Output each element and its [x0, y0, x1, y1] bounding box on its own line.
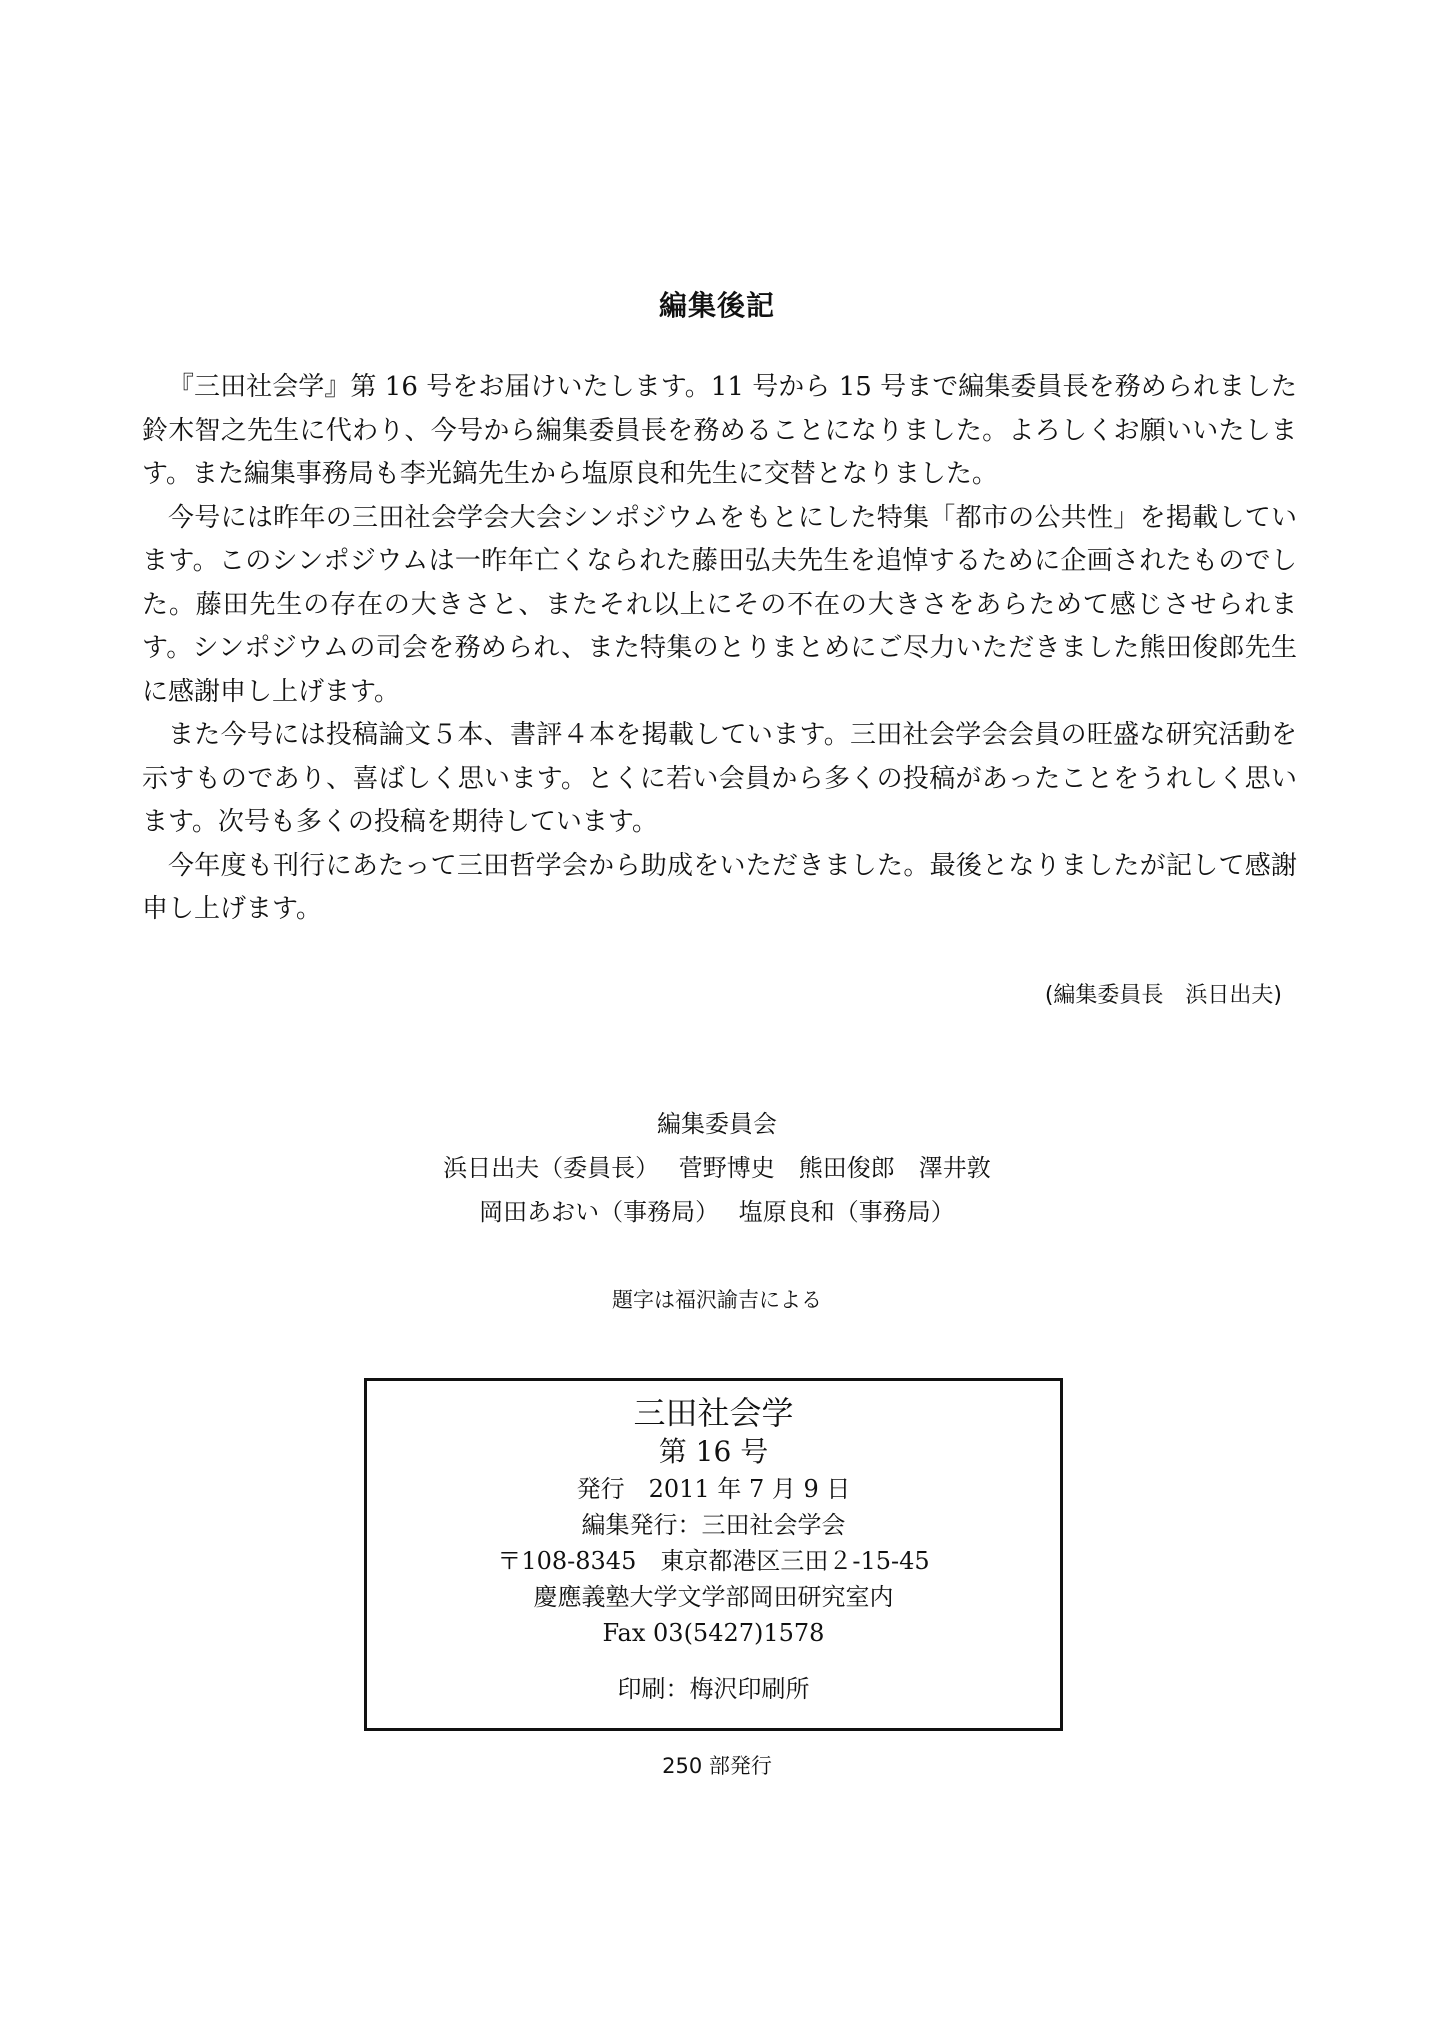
- paragraph: 今号には昨年の三田社会学会大会シンポジウムをもとにした特集「都市の公共性」を掲載しています。このシンポジウムは一昨年亡くなられた藤田弘夫先生を追悼するために企画されたものでした。藤田先生の存在の大きさと、またそれ以上にその不在の大きさをあらためて感じさせられます。シンポジウムの司会を務められ、また特集のとりまとめにご尽力いただきました熊田俊郎先生に感謝申し上げます。: [142, 502, 1297, 707]
- committee-members-line: 岡田あおい（事務局） 塩原良和（事務局）: [479, 1198, 955, 1226]
- publication-date: 発行 2011 年 7 月 9 日: [576, 1475, 851, 1503]
- editorial-committee: [0, 1102, 1434, 1234]
- colophon-box: [364, 1378, 1063, 1731]
- paragraph: また今号には投稿論文５本、書評４本を掲載しています。三田社会学会会員の旺盛な研究活動を示すものであり、喜ばしく思います。とくに若い会員から多くの投稿があったことをうれしく思います。次号も多くの投稿を期待しています。: [142, 720, 1297, 837]
- printer: 印刷：梅沢印刷所: [617, 1675, 810, 1703]
- editor-signature: (編集委員長 浜日出夫): [1044, 983, 1282, 1008]
- office-address: 慶應義塾大学文学部岡田研究室内: [533, 1583, 894, 1611]
- committee-members-line: 浜日出夫（委員長） 菅野博史 熊田俊郎 澤井敦: [443, 1154, 991, 1182]
- paragraph: 『三田社会学』第 16 号をお届けいたします。11 号から 15 号まで編集委員長を務められました鈴木智之先生に代わり、今号から編集委員長を務めることになりました。よろしくお願いいたします。また編集事務局も李光鎬先生から塩原良和先生に交替となりました。: [142, 372, 1297, 489]
- print-run: 250 部発行: [662, 1754, 772, 1778]
- committee-heading: 編集委員会: [657, 1110, 777, 1138]
- postal-address: 〒108-8345 東京都港区三田２-15-45: [497, 1547, 930, 1575]
- editorial-body: [142, 366, 1297, 932]
- issue-number: 第 16 号: [658, 1435, 769, 1468]
- paragraph: 今年度も刊行にあたって三田哲学会から助成をいただきました。最後となりましたが記して感謝申し上げます。: [142, 850, 1297, 924]
- fax-number: Fax 03(5427)1578: [602, 1619, 825, 1647]
- editor-publisher: 編集発行：三田社会学会: [581, 1511, 846, 1539]
- journal-title: 三田社会学: [633, 1394, 794, 1432]
- page-title: 編集後記: [658, 289, 775, 322]
- calligraphy-note: 題字は福沢諭吉による: [612, 1288, 822, 1312]
